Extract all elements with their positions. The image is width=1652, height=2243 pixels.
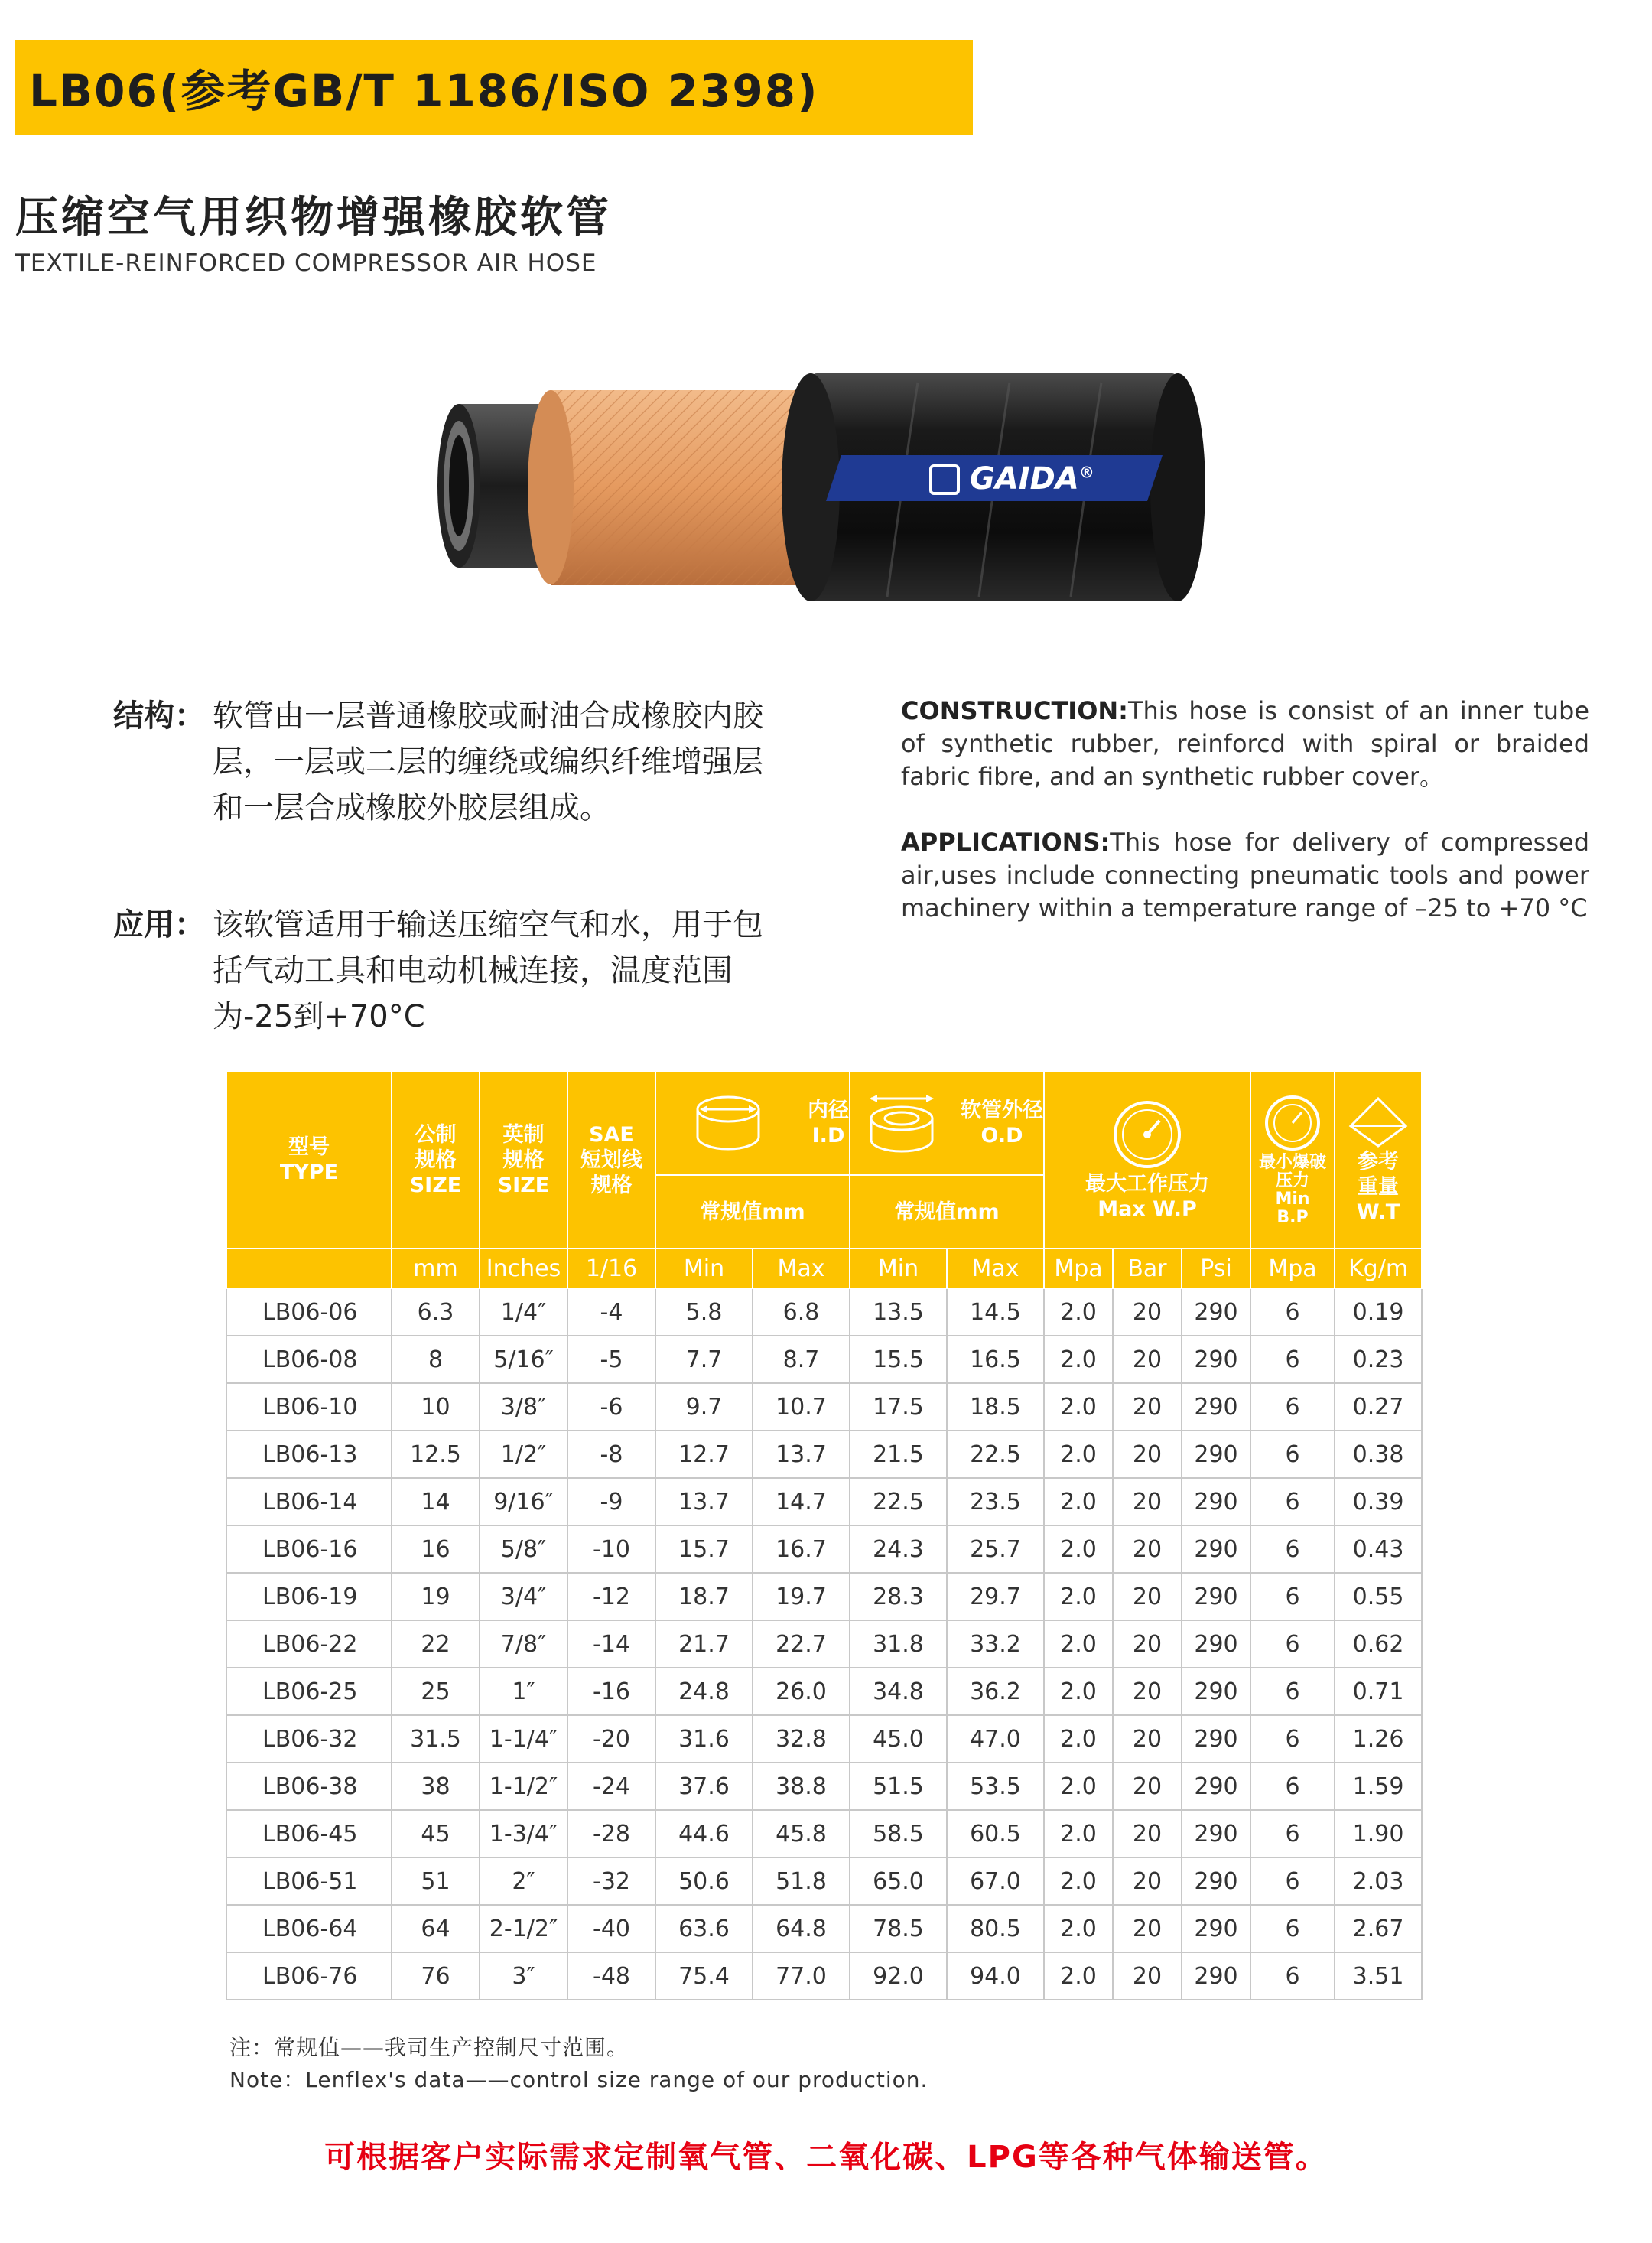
construction-text-en: This hose is consist of an inner tube of synthetic rubber, reinforcd with spiral or braided fabric fibre, and an synthetic rubber cover。: [901, 696, 1589, 791]
table-cell: 15.5: [850, 1336, 947, 1383]
table-cell: 31.5: [392, 1715, 480, 1763]
table-cell: 31.8: [850, 1620, 947, 1668]
table-cell: 80.5: [947, 1905, 1044, 1952]
table-cell: 9/16″: [480, 1478, 567, 1525]
table-cell: 26.0: [753, 1668, 850, 1715]
table-cell: 16: [392, 1525, 480, 1573]
table-cell: 19.7: [753, 1573, 850, 1620]
table-cell: 290: [1182, 1478, 1250, 1525]
table-cell: 19: [392, 1573, 480, 1620]
table-cell: 5/16″: [480, 1336, 567, 1383]
table-row: [226, 1668, 1422, 1715]
header-sae-dash: [567, 1071, 655, 1248]
type-cell: LB06-38: [226, 1763, 392, 1810]
table-cell: 0.27: [1335, 1383, 1422, 1431]
application-text-cn: 该软管适用于输送压缩空气和水，用于包括气动工具和电动机械连接，温度范围为-25到+70°C: [213, 907, 763, 1034]
table-cell: 15.7: [655, 1525, 753, 1573]
unit-cell: Mpa: [1044, 1248, 1113, 1288]
table-cell: 6: [1250, 1431, 1335, 1478]
table-cell: 20: [1113, 1857, 1182, 1905]
table-cell: 78.5: [850, 1905, 947, 1952]
header-min-burst-pressure: [1250, 1071, 1335, 1248]
type-cell: LB06-19: [226, 1573, 392, 1620]
table-cell: 0.19: [1335, 1288, 1422, 1336]
table-cell: 2.0: [1044, 1952, 1113, 2000]
type-cell: LB06-25: [226, 1668, 392, 1715]
table-cell: -10: [567, 1525, 655, 1573]
table-cell: 290: [1182, 1715, 1250, 1763]
table-cell: 51.5: [850, 1763, 947, 1810]
table-cell: 2.03: [1335, 1857, 1422, 1905]
table-cell: 53.5: [947, 1763, 1044, 1810]
table-cell: -28: [567, 1810, 655, 1857]
construction-label-en: CONSTRUCTION:: [901, 696, 1128, 725]
table-cell: 290: [1182, 1383, 1250, 1431]
type-cell: LB06-22: [226, 1620, 392, 1668]
type-cell: LB06-16: [226, 1525, 392, 1573]
table-cell: 22.5: [947, 1431, 1044, 1478]
header-id-sub: 常规值mm: [655, 1175, 850, 1248]
type-cell: LB06-45: [226, 1810, 392, 1857]
table-cell: 3″: [480, 1952, 567, 2000]
table-cell: -5: [567, 1336, 655, 1383]
table-cell: 60.5: [947, 1810, 1044, 1857]
spec-table-body: [226, 1288, 1422, 2000]
table-cell: 6: [1250, 1810, 1335, 1857]
table-cell: 51.8: [753, 1857, 850, 1905]
table-cell: 22.7: [753, 1620, 850, 1668]
table-cell: 2.0: [1044, 1810, 1113, 1857]
table-cell: -6: [567, 1383, 655, 1431]
table-cell: 0.23: [1335, 1336, 1422, 1383]
table-cell: 290: [1182, 1763, 1250, 1810]
unit-type-blank: [226, 1248, 392, 1288]
table-cell: 290: [1182, 1952, 1250, 2000]
table-cell: 14.7: [753, 1478, 850, 1525]
spec-table: [226, 1070, 1423, 2000]
table-cell: 3/8″: [480, 1383, 567, 1431]
header-outer-diameter: [850, 1071, 1044, 1175]
table-cell: 1.26: [1335, 1715, 1422, 1763]
header-max-working-pressure: [1044, 1071, 1250, 1248]
table-cell: 8.7: [753, 1336, 850, 1383]
header-type: [226, 1071, 392, 1248]
header-metric-en: SIZE: [409, 1173, 462, 1197]
table-cell: 1/2″: [480, 1431, 567, 1478]
table-cell: 92.0: [850, 1952, 947, 2000]
table-cell: -48: [567, 1952, 655, 2000]
table-cell: 2.0: [1044, 1478, 1113, 1525]
table-cell: 2.67: [1335, 1905, 1422, 1952]
table-cell: 1-1/2″: [480, 1763, 567, 1810]
table-cell: 94.0: [947, 1952, 1044, 2000]
header-imperial-cn1: 英制: [502, 1122, 545, 1147]
table-row: [226, 1336, 1422, 1383]
brand-name: GAIDA: [970, 461, 1079, 496]
table-cell: 17.5: [850, 1383, 947, 1431]
table-cell: 2.0: [1044, 1288, 1113, 1336]
table-cell: 6.3: [392, 1288, 480, 1336]
note-cn: 注：常规值——我司生产控制尺寸范围。: [229, 2035, 629, 2060]
product-title-cn: 压缩空气用织物增强橡胶软管: [15, 193, 612, 243]
table-cell: 6: [1250, 1525, 1335, 1573]
table-cell: 20: [1113, 1288, 1182, 1336]
type-cell: LB06-08: [226, 1336, 392, 1383]
table-cell: 20: [1113, 1573, 1182, 1620]
table-cell: 2.0: [1044, 1336, 1113, 1383]
table-cell: 29.7: [947, 1573, 1044, 1620]
type-cell: LB06-10: [226, 1383, 392, 1431]
unit-cell: Mpa: [1250, 1248, 1335, 1288]
table-cell: 77.0: [753, 1952, 850, 2000]
table-cell: 22.5: [850, 1478, 947, 1525]
header-bp-cn2: 压力: [1276, 1171, 1310, 1190]
table-cell: 2.0: [1044, 1715, 1113, 1763]
table-cell: 0.43: [1335, 1525, 1422, 1573]
model-banner: [15, 40, 973, 135]
header-sae2: 短划线: [580, 1148, 642, 1172]
table-cell: 290: [1182, 1573, 1250, 1620]
table-cell: 58.5: [850, 1810, 947, 1857]
burst-gauge-icon: [1262, 1092, 1323, 1154]
header-od-en: O.D: [980, 1124, 1023, 1148]
header-imperial-cn2: 规格: [502, 1148, 545, 1172]
unit-cell: Max: [947, 1248, 1044, 1288]
table-cell: 44.6: [655, 1810, 753, 1857]
table-cell: 47.0: [947, 1715, 1044, 1763]
application-cn: [113, 902, 786, 1040]
table-cell: -20: [567, 1715, 655, 1763]
hose-product-image: [428, 367, 1216, 612]
application-label-en: APPLICATIONS:: [901, 828, 1111, 857]
unit-cell: Min: [655, 1248, 753, 1288]
table-cell: -16: [567, 1668, 655, 1715]
inner-diameter-icon: [694, 1092, 763, 1154]
table-cell: 1″: [480, 1668, 567, 1715]
product-title-en: TEXTILE-REINFORCED COMPRESSOR AIR HOSE: [15, 249, 597, 277]
table-cell: 290: [1182, 1620, 1250, 1668]
table-cell: 6: [1250, 1336, 1335, 1383]
table-cell: 6: [1250, 1620, 1335, 1668]
table-cell: 5.8: [655, 1288, 753, 1336]
table-cell: -8: [567, 1431, 655, 1478]
table-cell: 0.55: [1335, 1573, 1422, 1620]
table-cell: 2.0: [1044, 1573, 1113, 1620]
table-cell: 50.6: [655, 1857, 753, 1905]
header-wt-cn1: 参考: [1358, 1149, 1400, 1174]
header-sae3: 规格: [590, 1173, 633, 1197]
table-cell: 0.62: [1335, 1620, 1422, 1668]
header-metric-size: [392, 1071, 480, 1248]
table-cell: 2.0: [1044, 1857, 1113, 1905]
table-cell: 6.8: [753, 1288, 850, 1336]
type-cell: LB06-13: [226, 1431, 392, 1478]
table-cell: 5/8″: [480, 1525, 567, 1573]
table-cell: 20: [1113, 1383, 1182, 1431]
table-cell: 21.5: [850, 1431, 947, 1478]
table-cell: 6: [1250, 1573, 1335, 1620]
unit-cell: Min: [850, 1248, 947, 1288]
table-cell: 6: [1250, 1668, 1335, 1715]
table-cell: 290: [1182, 1336, 1250, 1383]
table-cell: 2.0: [1044, 1763, 1113, 1810]
type-cell: LB06-51: [226, 1857, 392, 1905]
table-cell: 290: [1182, 1525, 1250, 1573]
table-cell: 290: [1182, 1431, 1250, 1478]
table-cell: 7/8″: [480, 1620, 567, 1668]
unit-cell: Max: [753, 1248, 850, 1288]
header-bp-en2: B.P: [1276, 1208, 1309, 1227]
table-cell: 10.7: [753, 1383, 850, 1431]
table-cell: -32: [567, 1857, 655, 1905]
table-cell: 3/4″: [480, 1573, 567, 1620]
table-cell: 290: [1182, 1288, 1250, 1336]
table-cell: 20: [1113, 1952, 1182, 2000]
header-bp-en1: Min: [1275, 1190, 1310, 1209]
table-cell: 6: [1250, 1952, 1335, 2000]
header-imperial-en: SIZE: [497, 1173, 550, 1197]
table-row: [226, 1573, 1422, 1620]
table-cell: -9: [567, 1478, 655, 1525]
table-cell: 2.0: [1044, 1383, 1113, 1431]
table-cell: 290: [1182, 1668, 1250, 1715]
header-id-cn: 内径: [808, 1099, 849, 1122]
table-cell: 24.8: [655, 1668, 753, 1715]
table-row: [226, 1431, 1422, 1478]
table-cell: 10: [392, 1383, 480, 1431]
table-cell: 13.7: [655, 1478, 753, 1525]
table-row: [226, 1525, 1422, 1573]
application-text-en: This hose for delivery of compressed air,uses include connecting pneumatic tools and power machinery within a temperature range of –25 to +70 °C: [901, 828, 1589, 923]
application-label-cn: 应用：: [113, 907, 205, 942]
header-wt-en: W.T: [1356, 1200, 1400, 1224]
header-metric-cn1: 公制: [415, 1122, 457, 1147]
table-cell: 20: [1113, 1478, 1182, 1525]
table-cell: 290: [1182, 1857, 1250, 1905]
table-cell: 1.90: [1335, 1810, 1422, 1857]
table-cell: 32.8: [753, 1715, 850, 1763]
table-row: [226, 1905, 1422, 1952]
table-row: [226, 1288, 1422, 1336]
type-cell: LB06-06: [226, 1288, 392, 1336]
table-row: [226, 1952, 1422, 2000]
table-cell: 76: [392, 1952, 480, 2000]
unit-cell: 1/16: [567, 1248, 655, 1288]
table-cell: 20: [1113, 1525, 1182, 1573]
table-cell: -14: [567, 1620, 655, 1668]
table-cell: 13.7: [753, 1431, 850, 1478]
construction-en: [901, 695, 1589, 793]
table-cell: 3.51: [1335, 1952, 1422, 2000]
table-cell: 65.0: [850, 1857, 947, 1905]
table-cell: 38.8: [753, 1763, 850, 1810]
table-cell: 1/4″: [480, 1288, 567, 1336]
application-en: [901, 826, 1589, 925]
table-cell: 2.0: [1044, 1431, 1113, 1478]
table-cell: 6: [1250, 1478, 1335, 1525]
table-row: [226, 1620, 1422, 1668]
table-cell: 34.8: [850, 1668, 947, 1715]
weight-icon: [1348, 1095, 1409, 1149]
table-cell: 6: [1250, 1905, 1335, 1952]
table-cell: 67.0: [947, 1857, 1044, 1905]
table-cell: 38: [392, 1763, 480, 1810]
table-cell: 2.0: [1044, 1620, 1113, 1668]
table-cell: -12: [567, 1573, 655, 1620]
table-row: [226, 1810, 1422, 1857]
header-wp-en: Max W.P: [1098, 1197, 1197, 1221]
model-code: LB06(参考GB/T 1186/ISO 2398): [29, 65, 819, 117]
table-row: [226, 1383, 1422, 1431]
construction-label-cn: 结构：: [113, 698, 205, 734]
table-row: [226, 1763, 1422, 1810]
unit-cell: Inches: [480, 1248, 567, 1288]
table-cell: 20: [1113, 1715, 1182, 1763]
table-row: [226, 1715, 1422, 1763]
table-cell: 6: [1250, 1857, 1335, 1905]
outer-diameter-icon: [867, 1092, 936, 1154]
table-cell: 6: [1250, 1383, 1335, 1431]
header-id-en: I.D: [811, 1124, 845, 1148]
registered-mark: ®: [1078, 463, 1094, 482]
table-cell: 1-3/4″: [480, 1810, 567, 1857]
header-type-cn: 型号: [288, 1135, 330, 1159]
table-cell: 16.5: [947, 1336, 1044, 1383]
unit-cell: mm: [392, 1248, 480, 1288]
table-cell: 6: [1250, 1715, 1335, 1763]
table-cell: 290: [1182, 1810, 1250, 1857]
header-wp-cn: 最大工作压力: [1085, 1172, 1210, 1196]
table-row: [226, 1857, 1422, 1905]
table-cell: 18.5: [947, 1383, 1044, 1431]
table-cell: 63.6: [655, 1905, 753, 1952]
type-cell: LB06-76: [226, 1952, 392, 2000]
header-weight: [1335, 1071, 1422, 1248]
table-cell: 20: [1113, 1905, 1182, 1952]
table-cell: 22: [392, 1620, 480, 1668]
table-cell: 20: [1113, 1431, 1182, 1478]
table-cell: -24: [567, 1763, 655, 1810]
table-cell: 13.5: [850, 1288, 947, 1336]
table-cell: 20: [1113, 1336, 1182, 1383]
table-cell: 28.3: [850, 1573, 947, 1620]
header-od-sub: 常规值mm: [850, 1175, 1044, 1248]
table-cell: -40: [567, 1905, 655, 1952]
header-bp-cn1: 最小爆破: [1259, 1153, 1327, 1172]
header-wt-cn2: 重量: [1358, 1174, 1400, 1199]
header-inner-diameter: [655, 1071, 850, 1175]
type-cell: LB06-32: [226, 1715, 392, 1763]
table-cell: 25: [392, 1668, 480, 1715]
table-cell: 0.38: [1335, 1431, 1422, 1478]
table-cell: 20: [1113, 1668, 1182, 1715]
table-cell: 2.0: [1044, 1668, 1113, 1715]
table-cell: 51: [392, 1857, 480, 1905]
table-cell: 2″: [480, 1857, 567, 1905]
table-cell: 9.7: [655, 1383, 753, 1431]
table-cell: 2.0: [1044, 1905, 1113, 1952]
table-cell: 31.6: [655, 1715, 753, 1763]
table-cell: 2.0: [1044, 1525, 1113, 1573]
table-cell: 23.5: [947, 1478, 1044, 1525]
table-cell: 45.0: [850, 1715, 947, 1763]
table-cell: 21.7: [655, 1620, 753, 1668]
header-sae1: SAE: [589, 1122, 634, 1147]
construction-cn: [113, 693, 786, 831]
brand-label: [970, 461, 1094, 496]
table-cell: 33.2: [947, 1620, 1044, 1668]
unit-cell: Bar: [1113, 1248, 1182, 1288]
table-cell: 16.7: [753, 1525, 850, 1573]
header-metric-cn2: 规格: [415, 1148, 457, 1172]
table-cell: 24.3: [850, 1525, 947, 1573]
type-cell: LB06-64: [226, 1905, 392, 1952]
header-imperial-size: [480, 1071, 567, 1248]
table-cell: 14.5: [947, 1288, 1044, 1336]
table-cell: 64: [392, 1905, 480, 1952]
table-cell: 6: [1250, 1288, 1335, 1336]
table-cell: 12.5: [392, 1431, 480, 1478]
header-type-en: TYPE: [279, 1161, 339, 1184]
table-cell: 1-1/4″: [480, 1715, 567, 1763]
table-cell: 12.7: [655, 1431, 753, 1478]
footer-custom-note: 可根据客户实际需求定制氧气管、二氧化碳、LPG等各种气体输送管。: [324, 2140, 1328, 2175]
table-cell: 36.2: [947, 1668, 1044, 1715]
table-cell: 45: [392, 1810, 480, 1857]
table-cell: 0.71: [1335, 1668, 1422, 1715]
table-cell: 6: [1250, 1763, 1335, 1810]
unit-cell: Kg/m: [1335, 1248, 1422, 1288]
table-cell: 7.7: [655, 1336, 753, 1383]
table-cell: 64.8: [753, 1905, 850, 1952]
table-row: [226, 1478, 1422, 1525]
table-cell: 37.6: [655, 1763, 753, 1810]
table-cell: 0.39: [1335, 1478, 1422, 1525]
header-od-cn: 软管外径: [961, 1099, 1043, 1122]
table-cell: 2-1/2″: [480, 1905, 567, 1952]
table-cell: 20: [1113, 1620, 1182, 1668]
pressure-gauge-icon: [1111, 1098, 1184, 1171]
note-en: Note：Lenflex's data——control size range of our production.: [229, 2067, 928, 2092]
construction-text-cn: 软管由一层普通橡胶或耐油合成橡胶内胶层，一层或二层的缠绕或编织纤维增强层和一层合成橡胶外胶层组成。: [213, 698, 763, 825]
brand-logo: [929, 464, 960, 495]
table-cell: 20: [1113, 1763, 1182, 1810]
table-cell: 290: [1182, 1905, 1250, 1952]
table-cell: -4: [567, 1288, 655, 1336]
table-cell: 18.7: [655, 1573, 753, 1620]
table-cell: 1.59: [1335, 1763, 1422, 1810]
table-cell: 8: [392, 1336, 480, 1383]
table-cell: 20: [1113, 1810, 1182, 1857]
type-cell: LB06-14: [226, 1478, 392, 1525]
table-cell: 25.7: [947, 1525, 1044, 1573]
table-cell: 14: [392, 1478, 480, 1525]
unit-cell: Psi: [1182, 1248, 1250, 1288]
table-cell: 75.4: [655, 1952, 753, 2000]
table-cell: 45.8: [753, 1810, 850, 1857]
